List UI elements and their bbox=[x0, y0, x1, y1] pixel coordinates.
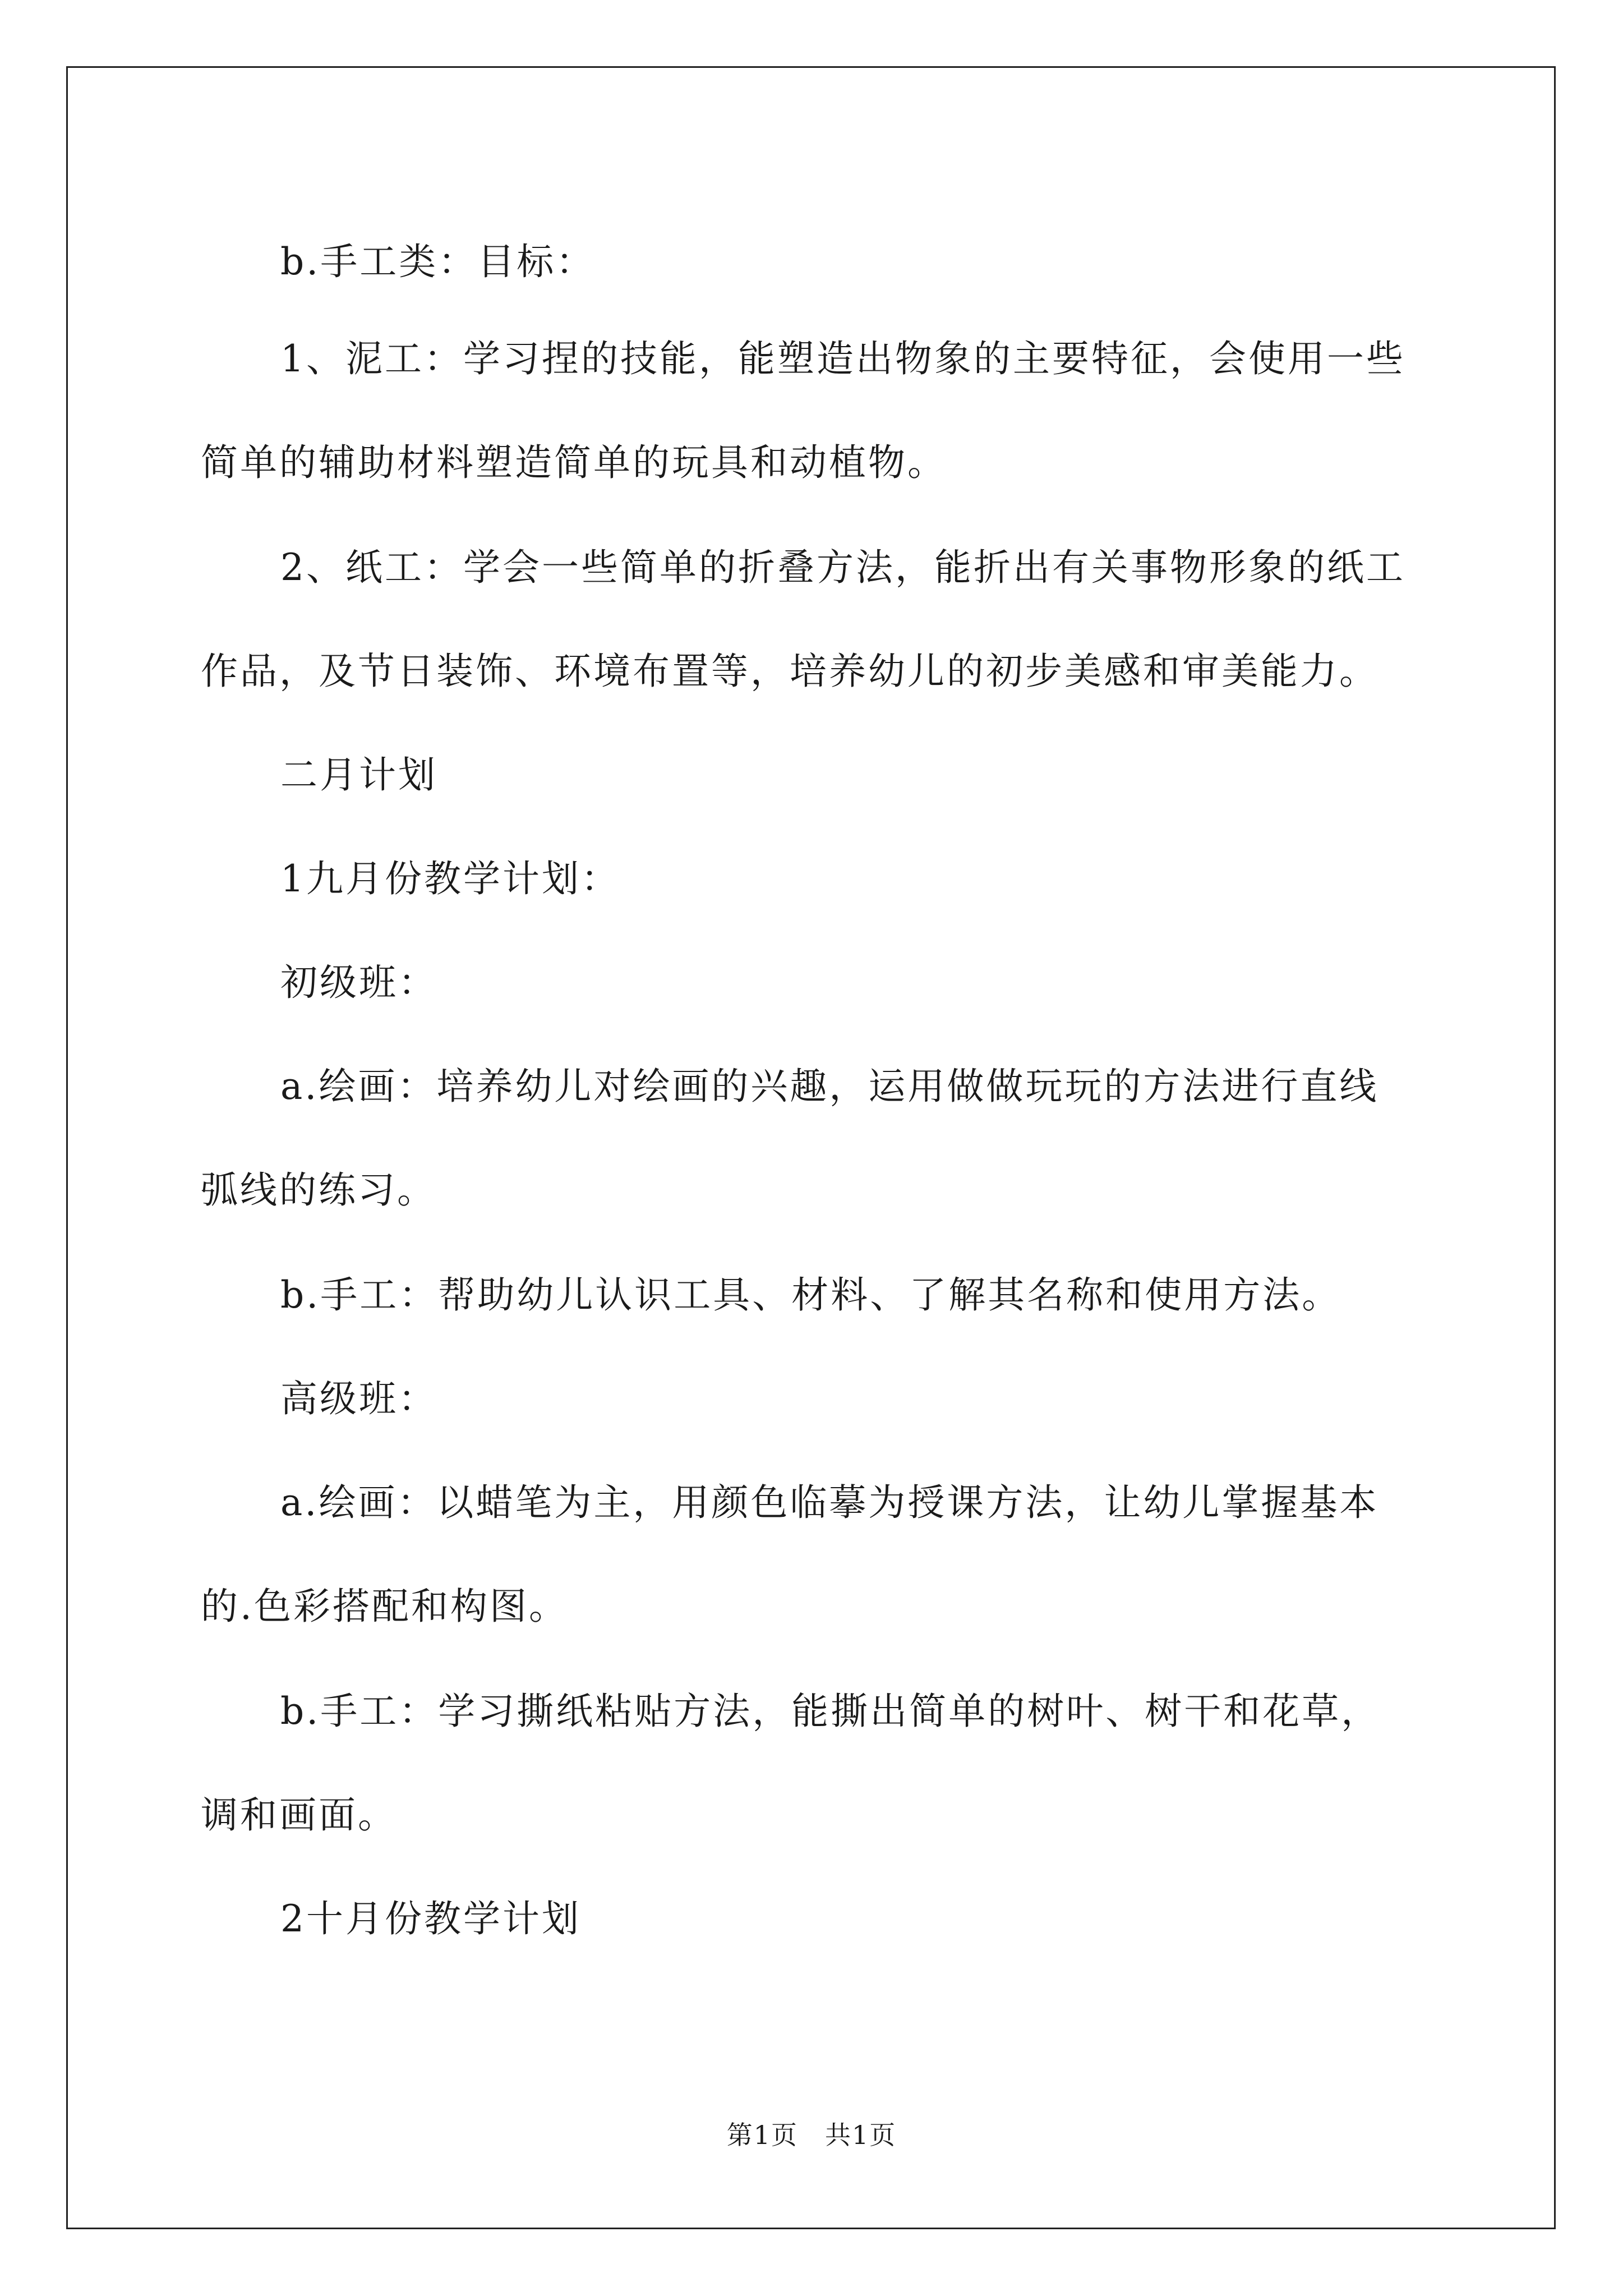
page-footer: 第1页 共1页 bbox=[726, 2120, 897, 2150]
line-10: 弧线的练习。 bbox=[201, 1168, 436, 1212]
line-1: b.手工类：目标： bbox=[280, 240, 596, 283]
line-12: 高级班： bbox=[280, 1377, 437, 1420]
line-16: 调和画面。 bbox=[201, 1793, 397, 1837]
line-15: b.手工：学习撕纸粘贴方法，能撕出简单的树叶、树干和花草， bbox=[280, 1690, 1381, 1733]
line-6: 二月计划 bbox=[280, 753, 437, 797]
line-9: a.绘画：培养幼儿对绘画的兴趣，运用做做玩玩的方法进行直线 bbox=[280, 1065, 1379, 1108]
line-8: 初级班： bbox=[280, 961, 437, 1004]
line-5: 作品，及节日装饰、环境布置等，培养幼儿的初步美感和审美能力。 bbox=[201, 650, 1378, 693]
line-7: 1九月份教学计划： bbox=[280, 857, 620, 900]
line-4: 2、纸工：学会一些简单的折叠方法，能折出有关事物形象的纸工 bbox=[280, 546, 1405, 589]
line-13: a.绘画：以蜡笔为主，用颜色临摹为授课方法，让幼儿掌握基本 bbox=[280, 1481, 1379, 1524]
line-17: 2十月份教学计划 bbox=[280, 1897, 581, 1940]
line-2: 1、泥工：学习捏的技能，能塑造出物象的主要特征，会使用一些 bbox=[280, 337, 1405, 380]
line-11: b.手工：帮助幼儿认识工具、材料、了解其名称和使用方法。 bbox=[280, 1273, 1341, 1317]
line-3: 简单的辅助材料塑造简单的玩具和动植物。 bbox=[201, 441, 947, 484]
line-14: 的.色彩搭配和构图。 bbox=[201, 1585, 568, 1628]
